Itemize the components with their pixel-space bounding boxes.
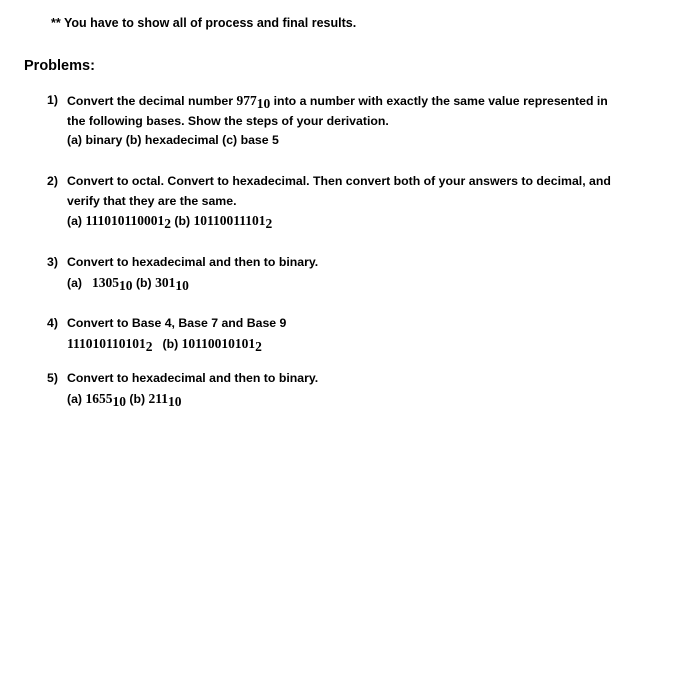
problem-1-value: 977: [236, 93, 257, 108]
problem-5-b-base: 10: [168, 393, 182, 409]
problem-1-base: 10: [256, 96, 271, 111]
problem-4-b-value: 10110010101: [181, 335, 256, 351]
problem-3-a-value: 1305: [92, 274, 120, 290]
problem-4: [47, 314, 647, 354]
problem-3-line-1: Convert to hexadecimal and then to binary.: [67, 255, 319, 269]
problem-1: [47, 91, 647, 151]
problem-3-b-base: 10: [175, 277, 189, 293]
problem-2-b-label: (b): [170, 214, 194, 228]
problem-5-a-base: 10: [112, 393, 126, 409]
problem-4-line-2: [67, 334, 647, 355]
problem-4-number: 4): [47, 316, 58, 330]
problem-1-line-1: [67, 91, 647, 112]
problem-2-a-label: (a): [67, 214, 86, 228]
problem-4-b-base: 2: [255, 338, 262, 354]
problem-5-line-1: Convert to hexadecimal and then to binary.: [67, 371, 319, 385]
problem-3-b-label: (b): [132, 275, 156, 290]
problem-2-b-base: 2: [265, 216, 273, 231]
problem-3-a-base: 10: [119, 277, 133, 293]
problem-4-b-label: (b): [162, 336, 182, 351]
problem-5-a-value: 1655: [85, 390, 113, 406]
problem-2-b-value: 10110011101: [193, 213, 266, 228]
problem-2-number: 2): [47, 174, 58, 188]
problem-4-a-base: 2: [145, 338, 153, 354]
problems-heading: Problems:: [24, 58, 95, 74]
problem-5-line-2: [67, 389, 647, 410]
problem-2-line-1: Convert to octal. Convert to hexadecimal. Then convert both of your answers to decimal, and: [67, 174, 611, 188]
problem-5-b-label: (b): [125, 391, 149, 406]
problem-2-line-2: verify that they are the same.: [67, 193, 237, 208]
problem-2-line-3: [67, 211, 647, 232]
problem-2-a-base: 2: [164, 216, 171, 231]
problem-1-line-3: (a) binary (b) hexadecimal (c) base 5: [67, 133, 279, 147]
problem-5: [47, 369, 647, 409]
problem-4-a-value: 111010110101: [67, 335, 146, 351]
problem-5-b-value: 211: [148, 390, 169, 406]
problem-3-number: 3): [47, 255, 58, 269]
problem-4-line-1: Convert to Base 4, Base 7 and Base 9: [67, 316, 287, 330]
problem-1-line-2: the following bases. Show the steps of your derivation.: [67, 113, 389, 128]
problem-3-line-2: [67, 273, 647, 294]
problem-3-b-value: 301: [155, 274, 176, 290]
problem-3-a-label: (a): [67, 275, 83, 290]
problem-2: [47, 172, 647, 232]
problem-3: [47, 253, 647, 293]
problem-5-number: 5): [47, 371, 58, 385]
problem-1-text-post: into a number with exactly the same value represented in: [270, 94, 608, 108]
problem-5-a-label: (a): [67, 391, 86, 406]
problem-2-a-value: 111010110001: [85, 213, 165, 228]
problem-1-number: 1): [47, 93, 58, 107]
instructions-note: ** You have to show all of process and final results.: [51, 16, 357, 30]
problem-1-text-pre: Convert the decimal number: [67, 94, 237, 108]
